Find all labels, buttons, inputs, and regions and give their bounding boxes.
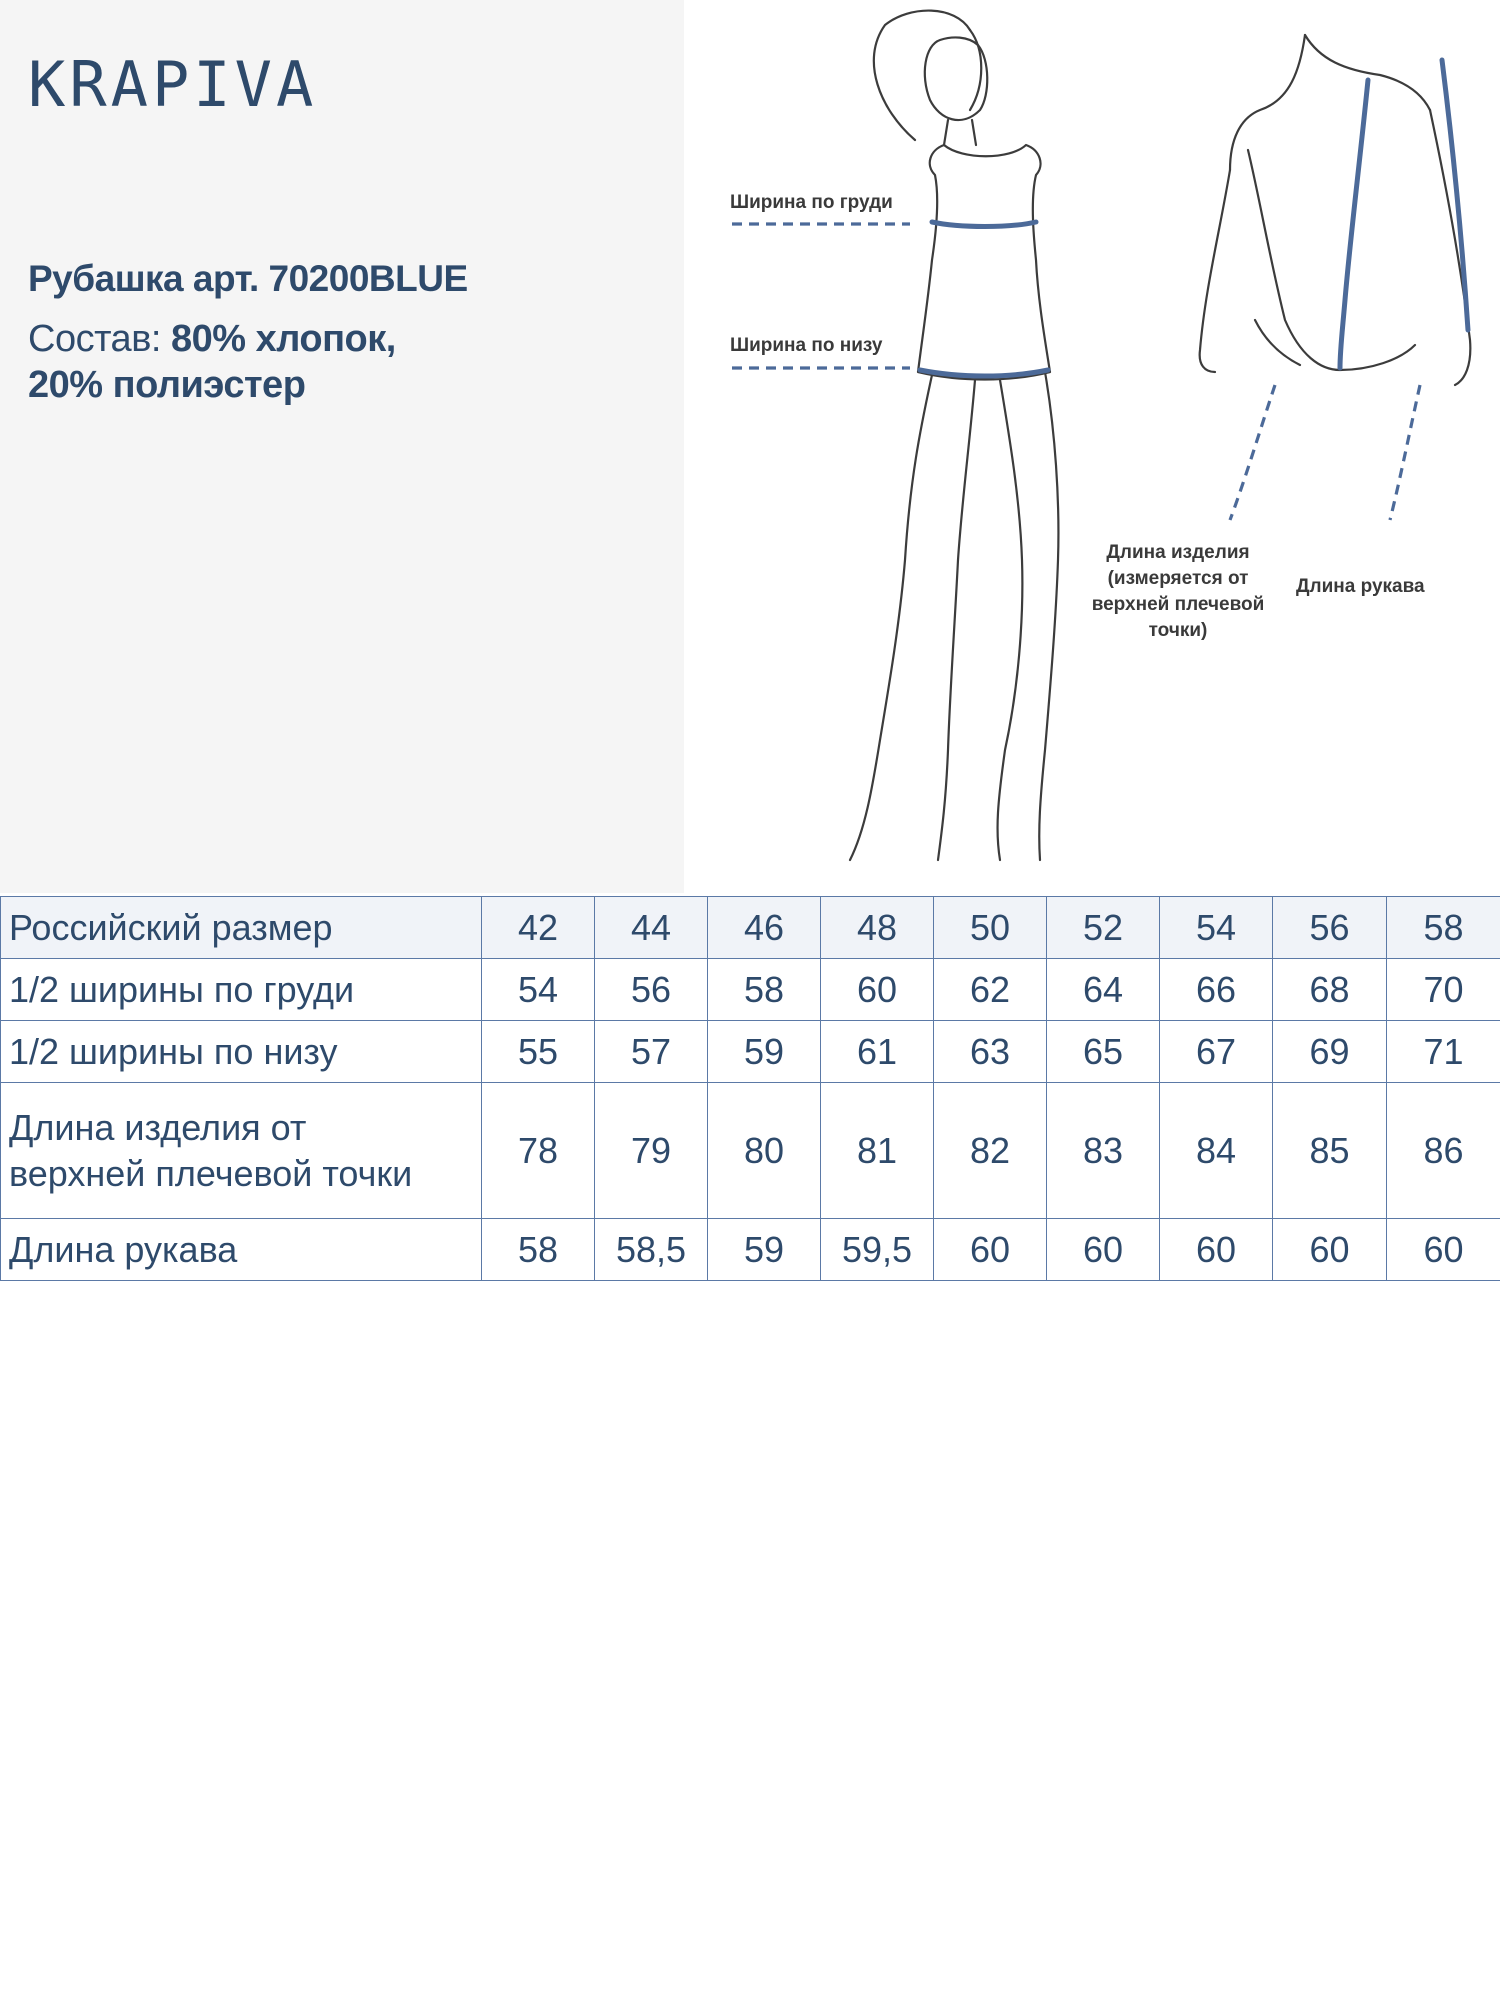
row-label: 1/2 ширины по низу [1,1021,482,1083]
hem-width-row [1,1021,1500,1083]
table-cell: 60 [934,1219,1047,1281]
size-header-cell: 54 [1160,897,1273,959]
length-label-line-1: Длина изделия [1106,542,1250,563]
sleeve-measure-line [1442,60,1468,330]
size-header-cell: 44 [595,897,708,959]
row-label: Длина рукава [1,1219,482,1281]
table-cell: 60 [821,959,934,1021]
sleeve-length-label: Длина рукава [1296,576,1425,597]
sleeve-dashed-line [1390,385,1420,520]
table-cell: 69 [1273,1021,1387,1083]
table-cell: 60 [1160,1219,1273,1281]
table-cell: 68 [1273,959,1387,1021]
header-label: Российский размер [1,897,482,959]
table-cell: 70 [1387,959,1500,1021]
table-cell: 59 [708,1021,821,1083]
side-back-line [1230,35,1305,170]
length-measure-line [1340,80,1368,368]
chest-width-label: Ширина по груди [730,192,893,213]
table-cell: 71 [1387,1021,1500,1083]
table-cell: 55 [482,1021,595,1083]
composition-line-1: 80% хлопок, [171,318,396,360]
side-left-arm [1200,170,1230,372]
table-cell: 65 [1047,1021,1160,1083]
composition-line-2: 20% полиэстер [28,364,306,406]
table-cell: 84 [1160,1083,1273,1219]
table-cell: 81 [821,1083,934,1219]
hem-width-label: Ширина по низу [730,335,883,356]
chest-width-row [1,959,1500,1021]
table-cell: 56 [595,959,708,1021]
table-cell: 54 [482,959,595,1021]
table-cell: 60 [1273,1219,1387,1281]
table-cell: 63 [934,1021,1047,1083]
row-label-line-2: верхней плечевой точки [9,1152,413,1194]
left-leg-outer [850,375,932,860]
product-title: Рубашка арт. 70200BLUE [28,258,468,299]
length-label [1078,540,1278,644]
length-label-line-3: верхней плечевой [1091,594,1265,615]
side-body-outline [1248,150,1415,370]
table-cell: 85 [1273,1083,1387,1219]
side-hem-line [1255,320,1300,365]
table-cell: 60 [1387,1219,1500,1281]
measurement-diagram [700,0,1500,893]
length-row [1,1083,1500,1219]
hem-measure-line [920,370,1048,376]
size-header-row [1,897,1500,959]
table-cell: 79 [595,1083,708,1219]
table-cell: 60 [1047,1219,1160,1281]
size-table [0,896,1500,1281]
product-composition [28,316,396,408]
table-cell: 58 [482,1219,595,1281]
size-header-cell: 56 [1273,897,1387,959]
table-cell: 78 [482,1083,595,1219]
chest-measure-line [932,222,1036,227]
length-dashed-line [1230,385,1275,520]
right-leg-outer [1039,372,1058,860]
fashion-figure-illustration [700,0,1500,893]
head-outline [925,37,987,120]
table-cell: 57 [595,1021,708,1083]
brand-logo: KRAPIVA [28,48,318,121]
table-cell: 59 [708,1219,821,1281]
table-cell: 67 [1160,1021,1273,1083]
size-header-cell: 52 [1047,897,1160,959]
table-cell: 64 [1047,959,1160,1021]
sleeve-length-row [1,1219,1500,1281]
table-cell: 80 [708,1083,821,1219]
size-header-cell: 46 [708,897,821,959]
table-cell: 59,5 [821,1219,934,1281]
info-panel [0,0,684,893]
right-leg-inner [998,380,1023,860]
size-header-cell: 48 [821,897,934,959]
left-leg-inner [938,380,975,860]
table-cell: 58,5 [595,1219,708,1281]
row-label-line-1: Длина изделия от [9,1106,307,1148]
size-header-cell: 42 [482,897,595,959]
length-label-line-2: (измеряется от [1107,568,1249,589]
row-label: 1/2 ширины по груди [1,959,482,1021]
table-cell: 83 [1047,1083,1160,1219]
length-label-line-4: точки) [1148,620,1208,641]
row-label [1,1083,482,1219]
size-header-cell: 58 [1387,897,1500,959]
table-cell: 86 [1387,1083,1500,1219]
table-cell: 82 [934,1083,1047,1219]
neck-line [944,120,976,145]
front-garment-outline [918,145,1050,380]
size-header-cell: 50 [934,897,1047,959]
table-cell: 66 [1160,959,1273,1021]
table-cell: 61 [821,1021,934,1083]
composition-label: Состав: [28,318,161,360]
table-cell: 62 [934,959,1047,1021]
table-cell: 58 [708,959,821,1021]
